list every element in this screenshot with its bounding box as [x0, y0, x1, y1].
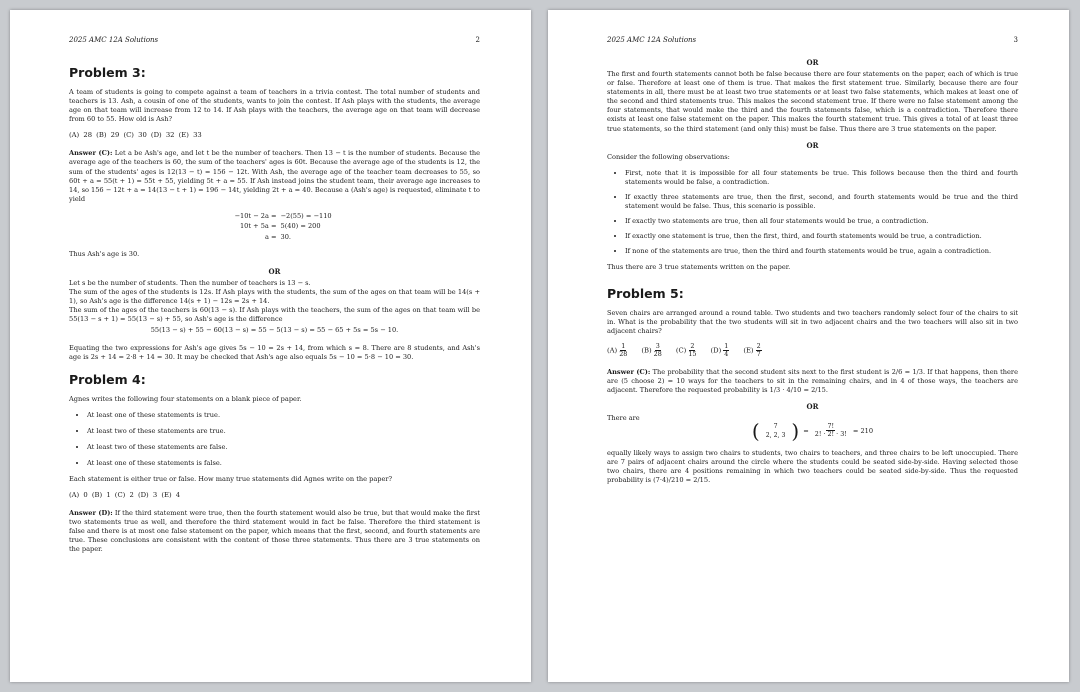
- answer-label: Answer (C):: [607, 368, 651, 377]
- problem-5-choices: [607, 343, 1018, 358]
- denominator: 2! · 2! · 3!: [814, 430, 847, 438]
- result: = 210: [852, 426, 874, 435]
- statement-list: [69, 411, 480, 468]
- numerator: 7!: [827, 422, 835, 430]
- eq-rhs: −2(55) = −110: [280, 211, 332, 220]
- choice-a: [607, 343, 629, 358]
- or-divider: OR: [806, 140, 819, 150]
- problem-5-answer: [607, 368, 1018, 395]
- denominator: 28: [653, 350, 662, 359]
- problem-3-answer: [69, 149, 480, 204]
- answer-text: Let a be Ash's age, and let t be the number of teachers. Then 13 − t is the number of students. Because the average age of the teachers is 60, the sum of the teachers' ages is 60t. Because the average age of the students is 12, the sum of the students' ages is 12(13 − t) = 156 − 12t. With Ash, the average age of the teacher team decreases to 55, so 60t + a = 55(t + 1) = 55t + 55, yielding 5t + a = 55. If Ash instead joins the student team, their average age increases to 14, so 156 − 12t + a = 14(13 − t + 1) = 196 − 14t, yielding 2t + a = 40. Because a (Ash's age) is requested, eliminate t to yield: [69, 149, 481, 203]
- fraction: [723, 343, 729, 358]
- alt-paragraph: The first and fourth statements cannot both be false because there are four statements on the paper, each of which is true or false. Therefore at least one of them is true. That makes the first statement true. Similarly, because there are four statements in all, there must be at least two true statements or at least two false statements, which makes at least one of the second and third statements true. This makes the second statement true. If there were no false statement among the four statements, that would make the third and the fourth statements false, which is a contradiction. Therefore there exists at least one false statement on the paper. This makes the fourth statement true. This gives a total of at least three true statements, so the third statement (and only this) must be false. Thus there are 3 true statements on the paper.: [607, 70, 1018, 133]
- or-divider: OR: [268, 266, 281, 276]
- alt-paragraph: The sum of the ages of the students is 12s. If Ash plays with the students, the sum of the ages on that team will be 14(s + 1), so Ash's age is the difference 14(s + 1) − 12s = 2s + 14.: [69, 287, 480, 305]
- list-item: • If exactly three statements are true, then the first, second, and fourth statements would be true and the third statement would be false. Thus, this scenario is possible.: [625, 193, 1018, 211]
- answer-label: Answer (D):: [69, 508, 113, 517]
- alt-paragraph: The sum of the ages of the teachers is 60(13 − s). If Ash plays with the teachers, the sum of the ages on that team will be 55(13 − s + 1) = 55(13 − s) + 55, so Ash's age is the difference: [69, 305, 480, 323]
- eq-rhs: 5(40) = 200: [280, 222, 321, 231]
- problem-4-question: Each statement is either true or false. How many true statements did Agnes write on the paper?: [69, 474, 393, 483]
- choice-e: [743, 343, 763, 358]
- multinomial-bottom: 2, 2, 3: [765, 431, 786, 439]
- list-item: • If exactly two statements are true, then all four statements would be true, a contradiction.: [625, 217, 1018, 226]
- there-are-text: There are: [607, 414, 640, 423]
- choice-letter: (A): [607, 346, 618, 355]
- page-header: [69, 36, 480, 44]
- problem-3-choices: (A) 28 (B) 29 (C) 30 (D) 32 (E) 33: [69, 131, 202, 140]
- choice-letter: (E): [743, 346, 754, 355]
- fraction: [654, 343, 662, 358]
- page-number: 2: [475, 36, 480, 44]
- list-item: • If exactly one statement is true, then the first, third, and fourth statements would be true, a contradiction.: [625, 232, 1018, 241]
- problem-5-title: Problem 5:: [607, 285, 684, 301]
- observations-intro: Consider the following observations:: [607, 152, 730, 161]
- alt-paragraph: Equating the two expressions for Ash's age gives 5s − 10 = 2s + 14, from which s = 8. There are 8 students, and Ash's age is 2s + 14 = 2·8 + 14 = 30. It may be checked that Ash's age also equals 5s − 10 = 5·8 − 10 = 30.: [69, 343, 480, 361]
- denominator: 4: [724, 350, 729, 359]
- choice-letter: (B): [641, 346, 652, 355]
- numerator: 2: [756, 342, 761, 351]
- list-item: • At least two of these statements are false.: [87, 443, 480, 452]
- problem-4-intro: Agnes writes the following four statements on a blank piece of paper.: [69, 394, 302, 403]
- alt-equation: 55(13 − s) + 55 − 60(13 − s) = 55 − 5(13 − s) = 55 − 65 + 5s = 5s − 10.: [150, 326, 399, 334]
- answer-label: Answer (C):: [69, 149, 113, 158]
- observations-conclusion: Thus there are 3 true statements written on the paper.: [607, 262, 791, 271]
- list-item: • At least one of these statements is false.: [87, 459, 480, 468]
- header-title: 2025 AMC 12A Solutions: [69, 36, 159, 44]
- eq-lhs: 10t + 5a =: [239, 222, 277, 231]
- eq-lhs: −10t − 2a =: [234, 211, 277, 220]
- list-item: • First, note that it is impossible for all four statements be true. This follows because then the third and fourth statements would be false, a contradiction.: [625, 169, 1018, 187]
- equals-sign: =: [803, 426, 809, 435]
- list-item: • At least two of these statements are true.: [87, 427, 480, 436]
- fraction: [756, 343, 762, 358]
- answer-text: The probability that the second student sits next to the first student is 2/6 = 1/3. If that happens, then there are (5 choose 2) = 10 ways for the teachers to sit in the remaining chairs, and in 4 of those ways, the teachers are adjacent. Therefore the requested probability is 1/3 · 4/10 = 2/15.: [607, 368, 1018, 395]
- fraction: [619, 343, 627, 358]
- choice-d: [710, 343, 731, 358]
- page-number: 3: [1013, 36, 1018, 44]
- multinomial-coefficient: [766, 423, 786, 439]
- choice-letter: (C): [675, 346, 687, 355]
- problem-3-statement: A team of students is going to compete against a team of teachers in a trivia contest. The total number of students and teachers is 13. Ash, a cousin of one of the students, wants to join the contest. If Ash plays with the students, the average age on that team will increase from 12 to 14. If Ash plays with the teachers, the average age on that team will decrease from 60 to 55. How old is Ash?: [69, 88, 480, 124]
- problem-4-title: Problem 4:: [69, 371, 146, 387]
- choice-letter: (D): [710, 346, 722, 355]
- alt-paragraph: Let s be the number of students. Then the number of teachers is 13 − s.: [69, 278, 311, 287]
- denominator: 28: [619, 350, 628, 359]
- fraction: [815, 423, 847, 438]
- problem-3-conclusion: Thus Ash's age is 30.: [69, 250, 140, 259]
- header-title: 2025 AMC 12A Solutions: [607, 36, 697, 44]
- page-2: [10, 10, 531, 682]
- list-item: • At least one of these statements is true.: [87, 411, 480, 420]
- eq-lhs: a =: [264, 232, 277, 241]
- fraction: [688, 343, 696, 358]
- choice-b: [641, 343, 663, 358]
- right-paren: ): [791, 418, 800, 443]
- page-3: [548, 10, 1069, 682]
- or-divider: OR: [806, 402, 819, 412]
- problem-5-final: equally likely ways to assign two chairs to students, two chairs to teachers, and three chairs to be left unoccupied. There are 7 pairs of adjacent chairs around the circle where the students could be seated side-by-side. Having selected those two chairs, there are 4 positions remaining in which two teachers could be seated side-by-side. Thus the requested probability is (7·4)/210 = 2/15.: [607, 448, 1018, 484]
- or-divider: OR: [806, 58, 819, 67]
- denominator: 7: [756, 350, 761, 359]
- denominator: 15: [688, 350, 697, 359]
- observation-list: [607, 169, 1018, 256]
- problem-5-statement: Seven chairs are arranged around a round table. Two students and two teachers randomly select four of the chairs to sit in. What is the probability that the two students will sit in two adjacent chairs and the two teachers will also sit in two adjacent chairs?: [607, 308, 1018, 336]
- problem-4-choices: (A) 0 (B) 1 (C) 2 (D) 3 (E) 4: [69, 490, 181, 499]
- eq-rhs: 30.: [280, 232, 291, 241]
- numerator: 1: [621, 342, 626, 351]
- problem-3-title: Problem 3:: [69, 65, 146, 80]
- problem-4-answer: [69, 509, 480, 554]
- equation-system: [205, 211, 345, 243]
- list-item: • If none of the statements are true, then the third and fourth statements would be true, again a contradiction.: [625, 247, 1018, 256]
- multinomial-top: 7: [773, 422, 778, 430]
- answer-text: If the third statement were true, then the fourth statement would also be true, but that would make the first two statements true as well, and therefore the third statement would in fact be false. Therefore the third statement is false and there is at most one false statement on the paper, which means that the first, second, and fourth statements are true. These conclusions are consistent with the content of those three statements. Thus there are 3 true statements on the paper.: [69, 508, 480, 554]
- page-header: [607, 36, 1018, 44]
- numerator: 1: [724, 342, 729, 351]
- choice-c: [676, 343, 699, 358]
- numerator: 2: [690, 342, 695, 351]
- left-paren: (: [751, 418, 760, 443]
- numerator: 3: [655, 342, 660, 351]
